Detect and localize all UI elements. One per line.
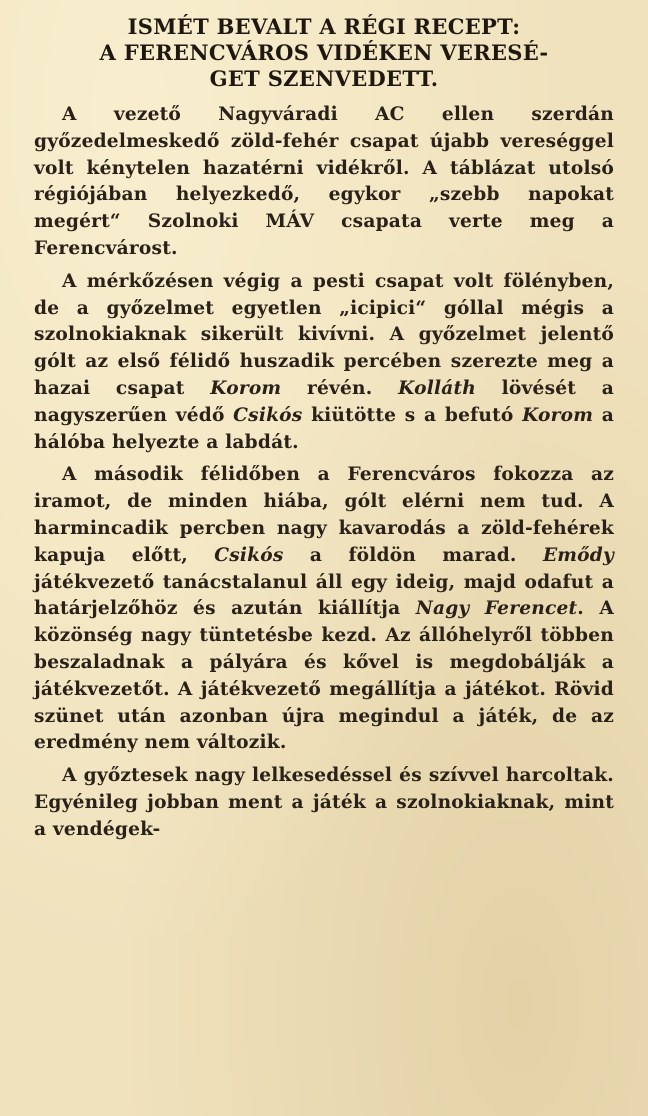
paragraph-text: révén. <box>281 377 399 399</box>
emphasized-name: Korom <box>522 404 594 426</box>
paragraph-text: a földön marad. <box>283 544 543 566</box>
emphasized-name: Kolláth <box>398 377 476 399</box>
paragraph-text: A vezető Nagyváradi AC ellen szerdán győzedelmeskedő zöld-fehér csapat újabb vereséggel volt kénytelen hazatérni vidékről. A táblázat utolsó régiójában helyezkedő, egykor „szebb napokat megért“ Szolnoki MÁV csapata verte meg a Ferencvárost. <box>34 104 614 259</box>
paragraph-text: kiütötte s a befutó <box>302 404 523 426</box>
emphasized-name: Csikós <box>233 404 303 426</box>
emphasized-name: Emődy <box>542 544 614 566</box>
article-paragraph <box>34 763 614 843</box>
paragraph-text: játékvezető tanácstalanul áll egy ideig, majd odafut a határjelzőhöz és azután kiállítja <box>34 571 614 620</box>
headline-line-1: ISMÉT BEVALT A RÉGI RECEPT: <box>127 14 521 39</box>
paragraph-text: lövését a nagyszerűen védő <box>34 377 614 426</box>
paragraph-text: A második félidőben a Ferencváros fokozza az iramot, de minden hiába, gólt elérni nem tud. A harmincadik percben nagy kavarodás a zöld-fehérek kapuja előtt, <box>34 464 614 566</box>
paragraph-text: . A közönség nagy tüntetésbe kezd. Az állóhelyről többen beszaladnak a pályára és kővel is megdobálják a játékvezetőt. A játékvezető megállítja a játékot. Rövid szünet után azonban újra megindul a játék, de az eredmény nem változik. <box>34 598 614 754</box>
article-paragraph <box>34 269 614 457</box>
headline-line-2: A FERENCVÁROS VIDÉKEN VERESÉ- <box>99 40 549 65</box>
emphasized-name: Korom <box>210 377 282 399</box>
emphasized-name: Nagy Ferencet <box>415 598 578 620</box>
article-paragraph <box>34 102 614 263</box>
emphasized-name: Csikós <box>214 544 284 566</box>
article-headline <box>34 14 614 92</box>
article-paragraph <box>34 462 614 757</box>
paragraph-text: a hálóba helyezte a labdát. <box>34 404 614 453</box>
headline-line-3: GET SZENVEDETT. <box>209 66 439 91</box>
paragraph-text: A győztesek nagy lelkesedéssel és szívvel harcoltak. Egyénileg jobban ment a játék a szolnokiaknak, mint a vendégek- <box>34 765 614 840</box>
paragraph-text: A mérkőzésen végig a pesti csapat volt fölényben, de a győzelmet egyetlen „icipici“ góllal mégis a szolnokiaknak sikerült kivívni. A győzelmet jelentő gólt az első félidő huszadik percében szerezte meg a hazai csapat <box>34 270 614 399</box>
article-body <box>34 102 614 844</box>
